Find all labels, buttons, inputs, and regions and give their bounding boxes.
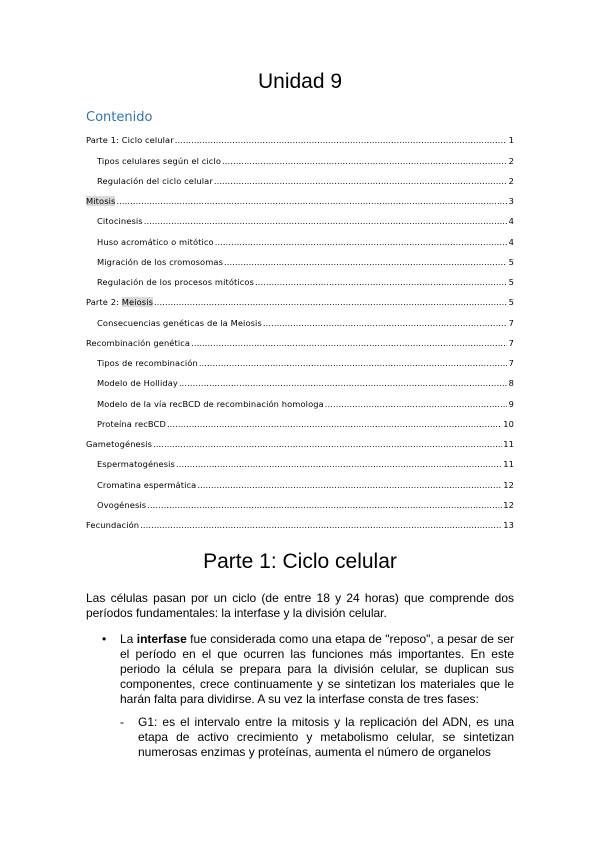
- toc-entry[interactable]: [86, 148, 514, 168]
- dash-icon: -: [120, 715, 124, 729]
- toc-entry[interactable]: [86, 472, 514, 492]
- toc-entry-label: [86, 196, 115, 209]
- toc-entry-label: Gametogénesis: [86, 439, 153, 449]
- toc-entry-label: Citocinesis: [97, 216, 143, 227]
- section-title: Parte 1: Ciclo celular: [203, 550, 397, 573]
- intro-paragraph: Las células pasan por un ciclo (de entre 18 y 24 horas) que comprende dos períodos fundamentales: la interfase y la división celular.: [86, 591, 514, 620]
- toc-entry-page: 12: [503, 479, 514, 490]
- toc-leader-dots: [255, 277, 507, 290]
- bullet-dot-icon: •: [102, 632, 107, 646]
- toc-entry-page: 7: [508, 317, 514, 328]
- toc-heading: Contenido: [86, 110, 153, 125]
- toc-entry-page: 12: [503, 499, 514, 510]
- toc-entry[interactable]: [86, 310, 514, 330]
- toc-leader-dots: [325, 399, 507, 412]
- toc-entry[interactable]: [86, 351, 514, 371]
- toc-entry-label: Ovogénesis: [97, 499, 147, 510]
- toc-entry-page: 1: [508, 135, 514, 146]
- toc-entry-label: Tipos celulares según el ciclo: [97, 155, 222, 166]
- toc-leader-dots: [199, 358, 507, 371]
- toc-leader-dots: [191, 338, 507, 351]
- toc-leader-dots: [222, 156, 507, 169]
- toc-entry[interactable]: [86, 229, 514, 249]
- toc-entry[interactable]: [86, 513, 514, 533]
- toc-entry-label: Regulación del ciclo celular: [97, 175, 213, 186]
- toc-entry[interactable]: [86, 128, 514, 148]
- toc-entry-label: Recombinación genética: [86, 337, 191, 348]
- toc-leader-dots: [167, 419, 502, 432]
- toc-leader-dots: [179, 378, 507, 391]
- toc-leader-dots: [214, 176, 507, 189]
- toc-entry-page: 5: [508, 277, 514, 287]
- toc-leader-dots: [147, 500, 502, 513]
- toc-entry-page: 8: [508, 378, 514, 389]
- toc-leader-dots: [197, 480, 502, 493]
- toc-entry-label: Huso acromático o mitótico: [97, 236, 214, 247]
- toc-entry[interactable]: [86, 250, 514, 270]
- toc-leader-dots: [176, 459, 502, 472]
- toc-leader-dots: [154, 297, 507, 310]
- toc-entry[interactable]: [86, 371, 514, 391]
- toc-entry-page: 7: [508, 337, 514, 348]
- toc-entry-label: Tipos de recombinación: [97, 358, 198, 368]
- toc-entry[interactable]: [86, 290, 514, 310]
- toc-leader-dots: [224, 257, 507, 270]
- toc-entry-page: 2: [508, 175, 514, 186]
- toc-entry-label: Regulación de los procesos mitóticos: [97, 277, 255, 287]
- toc-leader-dots: [116, 196, 507, 209]
- toc-entry-page: 5: [508, 297, 514, 308]
- toc-entry-label: Espermatogénesis: [97, 459, 175, 470]
- unit-title: Unidad 9: [257, 70, 343, 93]
- toc-entry-page: 4: [508, 216, 514, 227]
- toc-entry-page: 10: [503, 418, 514, 429]
- toc-leader-dots: [140, 520, 502, 533]
- toc-leader-dots: [215, 237, 507, 250]
- toc-highlight: Meiosis: [121, 297, 154, 308]
- toc-entry-page: 2: [508, 155, 514, 166]
- toc-entry[interactable]: [86, 493, 514, 513]
- toc-leader-dots: [263, 318, 507, 331]
- toc-entry-label: Modelo de Holliday: [97, 378, 178, 389]
- toc-entry[interactable]: [86, 412, 514, 432]
- toc-entry[interactable]: [86, 169, 514, 189]
- toc-entry-page: 11: [503, 439, 514, 449]
- toc-entry-label: Proteína recBCD: [97, 418, 166, 429]
- toc-entry-label: Parte 2: Meiosis: [86, 297, 154, 308]
- toc-entry-page: 7: [508, 358, 514, 368]
- toc-entry[interactable]: [86, 209, 514, 229]
- bullet-body: fue considerada como una etapa de "reposo", a pesar de ser el período en el que ocurren las funciones más importantes. En este periodo la célula se prepara para la división celular, se duplican sus componentes, crece continuamente y se sintetizan los materiales que le harán falta para dividirse. A su vez la interfase consta de tres fases:: [120, 632, 514, 706]
- toc-entry-label: Parte 1: Ciclo celular: [86, 135, 174, 146]
- toc-entry[interactable]: [86, 189, 514, 209]
- toc-entry-page: 4: [508, 236, 514, 247]
- toc-entry-page: 13: [503, 520, 514, 530]
- bullet-bold-term: interfase: [136, 632, 187, 646]
- sub-item-text: G1: es el intervalo entre la mitosis y la replicación del ADN, es una etapa de activo crecimiento y metabolismo celular, se sintetizan numerosas enzimas y proteínas, aumenta el número de organelos: [138, 715, 514, 759]
- bullet-text: [120, 632, 514, 707]
- toc-entry-label: Fecundación: [86, 520, 140, 530]
- toc-entry-page: 3: [508, 196, 514, 206]
- toc-entry[interactable]: [86, 391, 514, 411]
- toc-entry[interactable]: [86, 432, 514, 452]
- toc-entry-page: 9: [508, 398, 514, 409]
- toc-leader-dots: [175, 135, 507, 148]
- bullet-prefix: La: [120, 632, 137, 646]
- toc-entry-label: Migración de los cromosomas: [97, 256, 224, 267]
- toc-entry[interactable]: [86, 452, 514, 472]
- toc-entry[interactable]: [86, 331, 514, 351]
- table-of-contents: [86, 128, 514, 533]
- toc-leader-dots: [153, 439, 502, 452]
- toc-highlight: Mitosis: [86, 196, 116, 206]
- toc-entry[interactable]: [86, 270, 514, 290]
- toc-entry-label: Cromatina espermática: [97, 479, 197, 490]
- toc-leader-dots: [144, 216, 507, 229]
- toc-entry-label: Consecuencias genéticas de la Meiosis: [97, 317, 262, 328]
- toc-entry-page: 5: [508, 256, 514, 267]
- toc-entry-page: 11: [503, 459, 514, 470]
- toc-entry-label: Modelo de la vía recBCD de recombinación homologa: [97, 398, 324, 409]
